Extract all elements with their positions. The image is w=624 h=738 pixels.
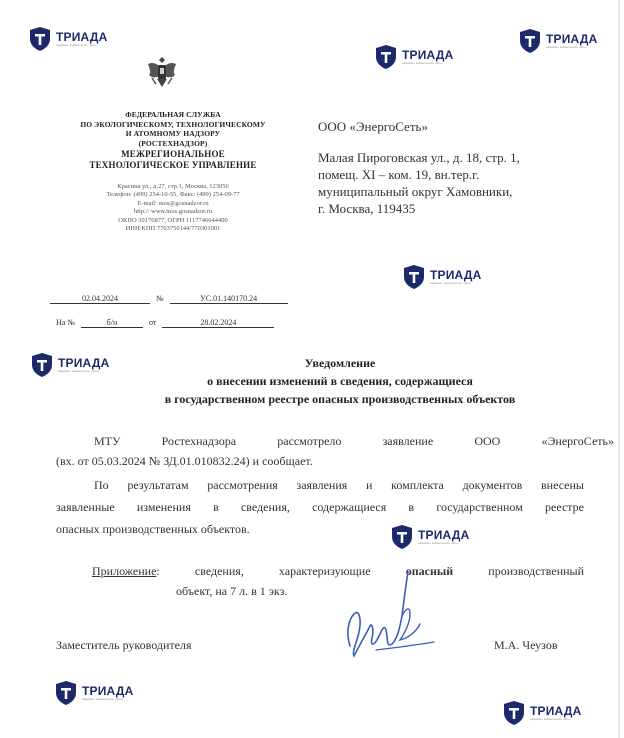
watermark-name: ТРИАДА (82, 684, 134, 698)
paragraph-line: По результатам рассмотрения заявления и комплекта документов внесены (94, 478, 584, 492)
shield-icon (28, 26, 52, 52)
contact-okpo: ОКПО 39176877, ОГРН 1117746644400 (118, 216, 228, 224)
addressee-company: ООО «ЭнергоСеть» (318, 119, 428, 134)
ref-from: от (148, 318, 157, 327)
attachment-text: сведения, характеризующие (194, 564, 371, 578)
shield-icon (374, 44, 398, 70)
signatory-position: Заместитель руководителя (56, 638, 192, 652)
paragraph-line: опасных производственных объектов. (56, 522, 250, 536)
agency-line: ФЕДЕРАЛЬНАЯ СЛУЖБА (125, 110, 221, 119)
address-line: помещ. XI – ком. 19, вн.тер.г. (318, 167, 480, 182)
watermark-logo (54, 680, 134, 706)
watermark-tagline: надежно, компетентно, легко (430, 281, 471, 285)
agency-line: (РОСТЕХНАДЗОР) (138, 138, 208, 148)
watermark-name: ТРИАДА (546, 32, 598, 46)
address-line: г. Москва, 119435 (318, 201, 416, 216)
watermark-name: ТРИАДА (402, 48, 454, 62)
attachment-text-after: производственный (488, 564, 585, 578)
watermark-name: ТРИАДА (418, 528, 470, 542)
watermark-tagline: надежно, компетентно, легко (530, 717, 571, 721)
watermark-logo (402, 264, 482, 290)
registration-line (50, 294, 288, 304)
title-line: в государственном реестре опасных производственных объектов (164, 392, 516, 406)
contact-address: Красина ул., д.27, стр.1, Москва, 123056 (117, 183, 229, 190)
reg-date: 02.04.2024 (50, 294, 150, 304)
paragraph-line: МТУ Ростехнадзора рассмотрело заявление ООО «ЭнергоСеть» (94, 434, 614, 448)
shield-icon (30, 352, 54, 378)
department-line: ТЕХНОЛОГИЧЕСКОЕ УПРАВЛЕНИЕ (89, 160, 257, 170)
number-sign: № (156, 294, 164, 303)
title-line: Уведомление (304, 356, 376, 370)
watermark-tagline: надежно, компетентно, легко (56, 43, 97, 47)
watermark-name: ТРИАДА (430, 268, 482, 282)
title-line: о внесении изменений в сведения, содержащиеся (207, 374, 473, 388)
watermark-tagline: надежно, компетентно, легко (546, 45, 587, 49)
attachment-colon: : (156, 564, 160, 578)
agency-name (60, 110, 286, 148)
shield-icon (502, 700, 526, 726)
ref-date: 28.02.2024 (162, 318, 274, 328)
attachment-line-2: объект, на 7 л. в 1 экз. (176, 584, 288, 598)
address-line: Малая Пироговская ул., д. 18, стр. 1, (318, 150, 520, 165)
shield-icon (518, 28, 542, 54)
department-line: МЕЖРЕГИОНАЛЬНОЕ (121, 149, 225, 159)
watermark-tagline: надежно, компетентно, легко (58, 369, 99, 373)
watermark-logo (374, 44, 454, 70)
watermark-name: ТРИАДА (530, 704, 582, 718)
watermark-name: ТРИАДА (56, 30, 108, 44)
shield-icon (54, 680, 78, 706)
shield-icon (402, 264, 426, 290)
contact-website: http:// www.mos.gosnadzor.ru (133, 208, 213, 216)
department-name (60, 149, 286, 171)
watermark-name: ТРИАДА (58, 356, 110, 370)
contact-phone: Телефон: (499) 254-10-55, Факс: (499) 254-09-77 (106, 191, 240, 199)
coat-of-arms-icon (146, 54, 178, 90)
watermark-logo (502, 700, 582, 726)
reference-line (56, 318, 274, 328)
paragraph-line: (вх. от 05.03.2024 № ЗД.01.010832.24) и сообщает. (56, 454, 313, 468)
reg-number: УС.01.140170.24 (170, 294, 288, 304)
contact-email: E-mail: mos@gosnadzor.ru (137, 199, 209, 207)
document-title (60, 354, 620, 408)
contact-block (60, 183, 286, 233)
watermark-logo (28, 26, 108, 52)
signatory-name: М.А. Чеузов (494, 638, 558, 652)
contact-inn: ИНН/КПП 7703750144/770301001 (125, 225, 221, 233)
address-line: муниципальный округ Хамовники, (318, 184, 513, 199)
ref-number: б/н (81, 318, 143, 328)
agency-line: И АТОМНОМУ НАДЗОРУ (125, 129, 221, 138)
handwritten-signature (336, 560, 446, 670)
watermark-logo (518, 28, 598, 54)
watermark-tagline: надежно, компетентно, легко (418, 541, 459, 545)
agency-line: ПО ЭКОЛОГИЧЕСКОМУ, ТЕХНОЛОГИЧЕСКОМУ (80, 119, 266, 129)
watermark-tagline: надежно, компетентно, легко (82, 697, 123, 701)
addressee (318, 118, 608, 217)
watermark-tagline: надежно, компетентно, легко (402, 61, 443, 65)
paragraph-line: заявленные изменения в сведения, содержащиеся в государственном реестре (56, 500, 584, 514)
ref-label: На № (56, 318, 75, 327)
attachment-bold: опасный (405, 564, 454, 578)
attachment-label: Приложение (92, 564, 157, 578)
letterhead (60, 110, 286, 233)
